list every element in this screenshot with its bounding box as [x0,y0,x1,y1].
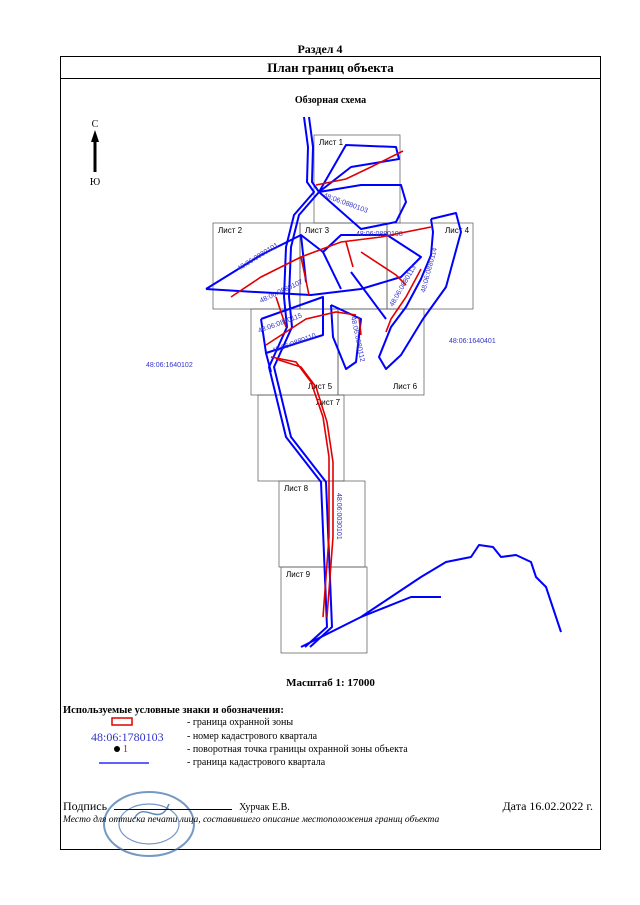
zone-line [316,151,403,185]
sheet-label-8: Лист 8 [284,484,309,493]
sheet-label-1: Лист 1 [319,138,344,147]
cadastral-label: 48:06:0880115 [257,312,304,335]
plan-frame [60,56,601,850]
north-arrow-icon [85,130,105,174]
cadastral-label: 48:06:0880114 [420,247,439,294]
overview-map [61,57,601,677]
cadastral-label: 48:06:0880103 [322,192,369,215]
sheet-box-7 [258,395,344,481]
sheet-label-2: Лист 2 [218,226,243,235]
plan-title: План границ объекта [61,57,600,79]
legend-turn-point-number: 1 [123,744,128,755]
north-arrow [85,119,105,188]
sheet-box-2 [213,223,300,309]
south-label: Ю [89,177,101,188]
legend-turn-point-text: - поворотная точка границы охранной зоны объекта [187,744,408,755]
cadastral-label: 48:06:0880101 [236,242,280,273]
legend-cadastral-boundary-text: - граница кадастрового квартала [187,757,326,768]
cadastral-label: 48:06:0880113 [388,264,418,308]
sheet-label-3: Лист 3 [305,226,330,235]
cadastral-label: 48:06:0880110 [271,332,318,355]
cadastral-label: 48:06:1640102 [146,362,193,369]
legend-cadastral-number-sample: 48:06:1780103 [91,730,164,744]
cadastral-label: 48:06:1640401 [449,338,496,345]
stamp-place-note: Место для оттиска печати лица, составившего описание местоположения границ объекта [63,815,440,825]
zone-line [301,257,309,295]
sheet-label-4: Лист 4 [445,226,470,235]
cadastral-line [323,252,341,289]
sheet-label-5: Лист 5 [308,382,333,391]
scale-label: Масштаб 1: 17000 [286,677,375,689]
signature-line [114,809,232,810]
signature-date: Дата 16.02.2022 г. [502,799,593,813]
legend-cadastral-number-text: - номер кадастрового квартала [187,731,318,742]
cadastral-label: 48:06:0880108 [356,231,403,238]
zone-line [346,242,353,267]
signer-name: Хурчак Е.В. [239,802,290,813]
sheet-label-6: Лист 6 [393,382,418,391]
section-title: Раздел 4 [297,42,343,56]
zone-line [361,252,406,285]
signature-label: Подпись [63,799,108,813]
sheet-label-7: Лист 7 [316,398,341,407]
cadastral-label: 48:06:0030101 [335,493,342,540]
overview-title: Обзорная схема [294,95,367,106]
legend-title: Используемые условные знаки и обозначения: [63,705,284,716]
cadastral-label: 48:06:0880112 [349,315,366,363]
cadastral-line [351,272,386,319]
zone-boundary-symbol-icon [111,717,135,727]
cadastral-line [361,597,441,617]
cadastral-boundary-symbol-icon [99,761,151,765]
signature-row [63,799,593,814]
cadastral-label: 48:06:0880107 [258,278,305,305]
turn-point-icon [113,745,121,753]
legend-zone-text: - граница охранной зоны [187,717,294,728]
sheet-label-9: Лист 9 [286,570,311,579]
north-label: С [91,119,99,130]
